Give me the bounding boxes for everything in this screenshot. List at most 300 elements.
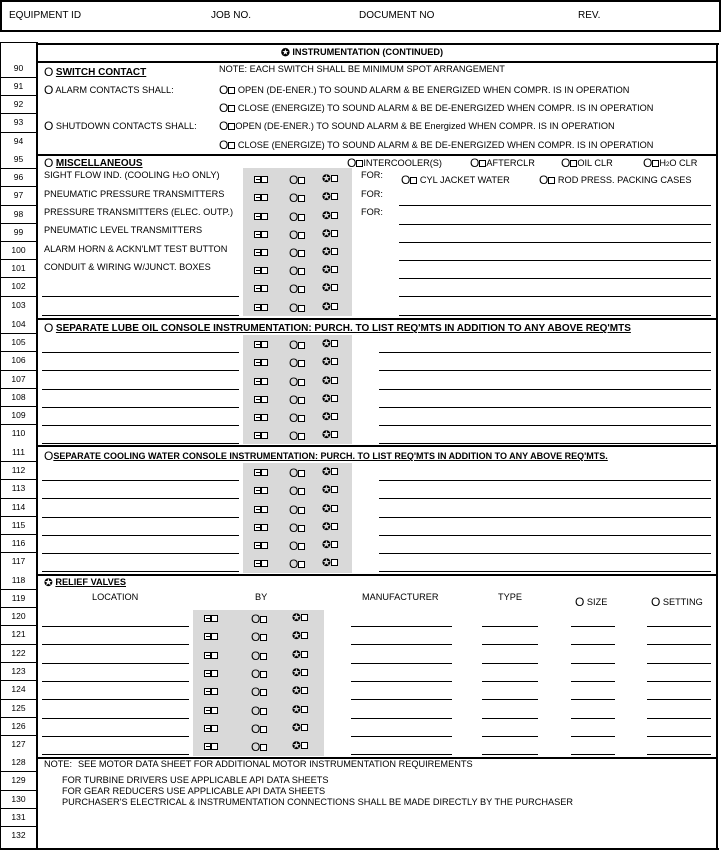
checkbox-icon [331,523,338,530]
radio-checkbox-pair[interactable] [289,540,305,552]
checkbox-pair[interactable] [204,724,218,733]
cooling-detail-line[interactable] [379,480,711,481]
line-number: 131 [11,812,26,822]
checkbox-pair[interactable] [204,742,218,751]
radio-icon: O [251,704,261,718]
checkbox-pair[interactable] [254,284,268,293]
switch-contact-title: O SWITCH CONTACT [44,65,147,79]
star-checkbox-pair[interactable] [322,229,338,240]
line-number-rule [0,644,36,645]
frame-top [36,43,719,45]
checkbox-icon [298,379,305,386]
radio-checkbox-pair[interactable] [251,631,267,643]
radio-icon: O [470,156,480,170]
checkbox-icon [204,670,211,677]
relief-size-line[interactable] [571,644,615,645]
relief-manufacturer-line[interactable] [351,718,452,719]
radio-checkbox-pair[interactable] [251,613,267,625]
line-number: 93 [13,117,24,127]
divider-misc [36,154,717,156]
star-checkbox-pair[interactable] [322,522,338,533]
star-checkbox-pair[interactable] [322,192,338,203]
checkbox-pair[interactable] [254,486,268,495]
lube-item-line[interactable] [42,407,239,408]
checkbox-pair[interactable] [254,248,268,257]
star-checkbox-pair[interactable] [292,613,308,624]
relief-type-line[interactable] [482,681,538,682]
cooling-item-line[interactable] [42,517,239,518]
checkbox-pair[interactable] [254,175,268,184]
radio-checkbox-pair[interactable] [251,723,267,735]
star-checkbox-pair[interactable] [322,357,338,368]
lube-detail-line[interactable] [379,370,711,371]
radio-checkbox-pair[interactable] [289,302,305,314]
relief-setting-line[interactable] [647,699,711,700]
star-icon: ✪ [292,649,301,661]
relief-title: ✪ RELIEF VALVES [44,577,126,589]
cooling-detail-line[interactable] [379,535,711,536]
checkbox-icon [298,543,305,550]
relief-type-line[interactable] [482,626,538,627]
checkbox-icon [331,175,338,182]
radio-checkbox-pair[interactable] [289,558,305,570]
line-number: 92 [13,99,24,109]
radio-icon[interactable]: O [44,83,54,97]
star-icon: ✪ [322,191,331,203]
misc-for-line[interactable] [399,260,711,261]
misc-title: O MISCELLANEOUS [44,156,143,170]
checkbox-icon [254,524,261,531]
relief-type-line[interactable] [482,736,538,737]
checkbox-icon [298,232,305,239]
radio-icon[interactable]: O [651,595,661,609]
alarm-option-open[interactable]: O OPEN (DE-ENER.) TO SOUND ALARM & BE ENERGIZED WHEN COMPR. IS IN OPERATION [219,83,630,97]
h2o-clr-option[interactable]: O H2O CLR [643,156,698,170]
star-checkbox-pair[interactable] [322,247,338,258]
radio-checkbox-pair[interactable] [289,522,305,534]
star-checkbox-pair[interactable] [322,394,338,405]
checkbox-icon [211,633,218,640]
checkbox-icon [204,615,211,622]
lube-detail-line[interactable] [379,425,711,426]
shutdown-contacts-label: O SHUTDOWN CONTACTS SHALL: [44,119,197,133]
relief-setting-line[interactable] [647,718,711,719]
cooling-item-line[interactable] [42,553,239,554]
line-number-rule [0,771,36,772]
checkbox-pair[interactable] [204,614,218,623]
rod-press-option[interactable]: O ROD PRESS. PACKING CASES [539,173,692,187]
radio-checkbox-pair[interactable] [289,192,305,204]
relief-size-line[interactable] [571,754,615,755]
checkbox-icon [331,266,338,273]
radio-icon[interactable]: O [44,321,54,335]
star-icon: ✪ [292,630,301,642]
checkbox-pair[interactable] [254,505,268,514]
radio-checkbox-pair[interactable] [289,357,305,369]
checkbox-pair[interactable] [254,266,268,275]
radio-icon[interactable]: O [44,65,54,79]
star-icon: ✪ [292,667,301,679]
misc-for-line[interactable] [399,296,711,297]
line-number-rule [0,534,36,535]
radio-checkbox-pair[interactable] [289,376,305,388]
relief-type-line[interactable] [482,754,538,755]
alarm-contacts-label: O ALARM CONTACTS SHALL: [44,83,174,97]
checkbox-icon [548,177,555,184]
checkbox-icon [298,415,305,422]
checkbox-pair[interactable] [254,541,268,550]
star-icon: ✪ [281,47,290,59]
star-checkbox-pair[interactable] [322,430,338,441]
cooling-item-line[interactable] [42,571,239,572]
radio-checkbox-pair[interactable] [289,430,305,442]
checkbox-icon [261,506,268,513]
star-checkbox-pair[interactable] [322,485,338,496]
relief-location-line[interactable] [42,644,189,645]
checkbox-pair[interactable] [254,212,268,221]
relief-location-line[interactable] [42,681,189,682]
cyl-jacket-option[interactable]: O CYL JACKET WATER [401,173,510,187]
checkbox-icon [204,725,211,732]
star-checkbox-pair[interactable] [292,650,308,661]
star-icon: ✪ [322,282,331,294]
lube-item-line[interactable] [42,352,239,353]
checkbox-pair[interactable] [204,706,218,715]
relief-setting-line[interactable] [647,626,711,627]
checkbox-pair[interactable] [254,395,268,404]
alarm-option-close[interactable]: O CLOSE (ENERGIZE) TO SOUND ALARM & BE DE-ENERGIZED WHEN COMPR. IS IN OPERATION [219,101,654,115]
relief-type-line[interactable] [482,644,538,645]
line-number-rule [0,113,36,114]
star-icon: ✪ [322,210,331,222]
intercooler-option[interactable]: O INTERCOOLER(S) [347,156,442,170]
star-checkbox-pair[interactable] [322,412,338,423]
star-icon: ✪ [322,557,331,569]
radio-checkbox-pair[interactable] [251,686,267,698]
star-icon: ✪ [322,338,331,350]
checkbox-pair[interactable] [254,559,268,568]
radio-checkbox-pair[interactable] [251,705,267,717]
checkbox-pair[interactable] [254,358,268,367]
checkbox-icon [298,342,305,349]
star-icon: ✪ [322,539,331,551]
checkbox-icon [331,505,338,512]
radio-checkbox-pair[interactable] [289,339,305,351]
radio-icon: O [289,264,299,278]
relief-by-header: BY [255,592,268,602]
checkbox-pair[interactable] [254,431,268,440]
checkbox-icon [298,250,305,257]
radio-checkbox-pair[interactable] [289,504,305,516]
checkbox-icon [254,267,261,274]
checkbox-icon [260,744,267,751]
lube-item-line[interactable] [42,443,239,444]
radio-checkbox-pair[interactable] [251,668,267,680]
cooling-detail-line[interactable] [379,517,711,518]
radio-icon: O [219,101,229,115]
line-number: 114 [11,502,26,512]
star-checkbox-pair[interactable] [322,302,338,313]
checkbox-pair[interactable] [254,413,268,422]
star-checkbox-pair[interactable] [322,467,338,478]
checkbox-pair[interactable] [204,632,218,641]
checkbox-icon [261,378,268,385]
lube-detail-line[interactable] [379,352,711,353]
line-number: 106 [11,355,26,365]
lube-item-line[interactable] [42,425,239,426]
checkbox-pair[interactable] [254,377,268,386]
star-icon: ✪ [322,466,331,478]
star-checkbox-pair[interactable] [322,174,338,185]
divider-lube [36,318,717,320]
radio-checkbox-pair[interactable] [289,229,305,241]
cooling-item-line[interactable] [42,535,239,536]
star-checkbox-pair[interactable] [322,265,338,276]
radio-checkbox-pair[interactable] [289,394,305,406]
relief-size-line[interactable] [571,718,615,719]
relief-size-line[interactable] [571,699,615,700]
star-checkbox-pair[interactable] [322,504,338,515]
checkbox-icon [261,267,268,274]
line-number-rule [0,186,36,187]
line-number: 111 [12,447,25,457]
radio-icon: O [289,191,299,205]
relief-location-line[interactable] [42,736,189,737]
note-1: SEE MOTOR DATA SHEET FOR ADDITIONAL MOTOR INSTRUMENTATION REQUIREMENTS [78,759,473,769]
checkbox-icon [298,177,305,184]
line-number-rule [0,406,36,407]
radio-checkbox-pair[interactable] [251,650,267,662]
misc-for-line[interactable] [399,242,711,243]
checkbox-icon [331,413,338,420]
checkbox-icon [254,285,261,292]
relief-manufacturer-line[interactable] [351,699,452,700]
line-number: 113 [11,483,26,493]
radio-icon[interactable]: O [44,119,54,133]
line-number: 119 [11,593,26,603]
relief-size-line[interactable] [571,736,615,737]
title-rule [36,61,717,63]
for-label-1: FOR: [361,170,383,180]
misc-for-line[interactable] [399,315,711,316]
relief-setting-line[interactable] [647,681,711,682]
cooling-title: OSEPARATE COOLING WATER CONSOLE INSTRUMENTATION: PURCH. TO LIST REQ'MTS IN ADDITION TO ANY ABOVE REQ'MTS. [44,449,608,463]
line-number: 129 [11,775,26,785]
line-number-rule [0,680,36,681]
relief-manufacturer-line[interactable] [351,663,452,664]
star-icon: ✪ [322,246,331,258]
radio-icon[interactable]: O [44,449,54,463]
oil-clr-option[interactable]: O OIL CLR [561,156,613,170]
relief-manufacturer-line[interactable] [351,644,452,645]
line-number: 112 [11,465,26,475]
checkbox-icon [301,742,308,749]
checkbox-icon [261,213,268,220]
checkbox-icon [331,559,338,566]
checkbox-icon [260,726,267,733]
relief-manufacturer-line[interactable] [351,736,452,737]
line-number: 132 [11,830,26,840]
checkbox-icon [331,358,338,365]
radio-checkbox-pair[interactable] [289,265,305,277]
radio-checkbox-pair[interactable] [289,485,305,497]
checkbox-icon [331,248,338,255]
star-checkbox-pair[interactable] [322,211,338,222]
line-number-rule [0,259,36,260]
lube-detail-line[interactable] [379,407,711,408]
checkbox-icon [298,507,305,514]
misc-for-line[interactable] [399,278,711,279]
star-icon: ✪ [292,704,301,716]
misc-for-line[interactable] [399,224,711,225]
relief-size-line[interactable] [571,681,615,682]
misc-blank-line[interactable] [42,296,239,297]
line-number: 103 [11,300,26,310]
radio-checkbox-pair[interactable] [289,247,305,259]
checkbox-icon [254,542,261,549]
lube-detail-line[interactable] [379,389,711,390]
radio-checkbox-pair[interactable] [251,741,267,753]
checkbox-pair[interactable] [254,193,268,202]
star-checkbox-pair[interactable] [292,723,308,734]
radio-icon[interactable]: O [575,595,585,609]
checkbox-icon [331,230,338,237]
checkbox-pair[interactable] [204,687,218,696]
cooling-detail-line[interactable] [379,553,711,554]
star-checkbox-pair[interactable] [292,631,308,642]
relief-location-line[interactable] [42,699,189,700]
for-label-3: FOR: [361,207,383,217]
checkbox-icon [254,414,261,421]
relief-type-line[interactable] [482,718,538,719]
relief-location-line[interactable] [42,754,189,755]
checkbox-icon [204,743,211,750]
line-number: 98 [13,209,24,219]
lube-item-line[interactable] [42,370,239,371]
star-checkbox-pair[interactable] [322,558,338,569]
line-number: 99 [13,227,24,237]
radio-icon: O [539,173,549,187]
checkbox-icon [301,651,308,658]
line-number: 107 [11,374,26,384]
line-number: 90 [13,63,24,73]
line-number: 104 [11,319,26,329]
radio-checkbox-pair[interactable] [289,412,305,424]
radio-icon: O [289,503,299,517]
checkbox-icon [298,268,305,275]
checkbox-icon [261,560,268,567]
checkbox-icon [298,488,305,495]
line-number: 123 [11,666,26,676]
checkbox-pair[interactable] [254,523,268,532]
checkbox-icon [331,395,338,402]
shutdown-option-close[interactable]: O CLOSE (ENERGIZE) TO SOUND ALARM & BE DE-ENERGIZED WHEN COMPR. IS IN OPERATION [219,138,654,152]
checkbox-icon [261,359,268,366]
checkbox-icon [301,614,308,621]
star-checkbox-pair[interactable] [322,283,338,294]
star-checkbox-pair[interactable] [292,686,308,697]
star-icon: ✪ [322,228,331,240]
checkbox-pair[interactable] [204,651,218,660]
radio-icon: O [251,612,261,626]
lube-detail-line[interactable] [379,443,711,444]
shutdown-option-open[interactable]: O OPEN (DE-ENER.) TO SOUND ALARM & BE Energized WHEN COMPR. IS IN OPERATION [219,119,615,133]
cooling-detail-line[interactable] [379,498,711,499]
relief-location-line[interactable] [42,718,189,719]
checkbox-pair[interactable] [204,669,218,678]
relief-manufacturer-line[interactable] [351,626,452,627]
radio-icon: O [219,119,229,133]
line-number-rule [0,77,36,78]
line-number: 110 [11,428,26,438]
relief-manufacturer-line[interactable] [351,754,452,755]
checkbox-icon [331,486,338,493]
checkbox-icon [254,341,261,348]
cooling-item-line[interactable] [42,498,239,499]
relief-size-line[interactable] [571,663,615,664]
afterclr-option[interactable]: O AFTERCLR [470,156,535,170]
note-4: PURCHASER'S ELECTRICAL & INSTRUMENTATION CONNECTIONS SHALL BE MADE DIRECTLY BY THE PURCHASER [62,797,574,807]
checkbox-icon [261,231,268,238]
radio-icon: O [251,685,261,699]
checkbox-icon [228,105,235,112]
checkbox-icon [261,341,268,348]
misc-blank-line[interactable] [42,315,239,316]
relief-type-line[interactable] [482,663,538,664]
relief-setting-line[interactable] [647,754,711,755]
cooling-detail-line[interactable] [379,571,711,572]
checkbox-icon [298,470,305,477]
job-no-label: JOB NO. [211,10,252,21]
relief-type-line[interactable] [482,699,538,700]
divider-relief [36,574,717,576]
checkbox-icon [211,688,218,695]
relief-setting-line[interactable] [647,644,711,645]
star-icon: ✪ [292,612,301,624]
relief-setting-line[interactable] [647,736,711,737]
relief-location-line[interactable] [42,626,189,627]
star-checkbox-pair[interactable] [322,376,338,387]
checkbox-pair[interactable] [254,340,268,349]
relief-setting-line[interactable] [647,663,711,664]
line-number: 130 [11,794,26,804]
star-checkbox-pair[interactable] [322,540,338,551]
cooling-item-line[interactable] [42,480,239,481]
relief-location-line[interactable] [42,663,189,664]
radio-icon[interactable]: O [44,156,54,170]
radio-icon: O [251,740,261,754]
radio-checkbox-pair[interactable] [289,211,305,223]
star-checkbox-pair[interactable] [322,339,338,350]
checkbox-icon [260,689,267,696]
radio-checkbox-pair[interactable] [289,283,305,295]
misc-for-line[interactable] [399,205,711,206]
checkbox-pair[interactable] [254,303,268,312]
star-checkbox-pair[interactable] [292,741,308,752]
radio-checkbox-pair[interactable] [289,174,305,186]
checkbox-pair[interactable] [254,230,268,239]
star-checkbox-pair[interactable] [292,668,308,679]
relief-size-line[interactable] [571,626,615,627]
line-number: 118 [11,575,26,585]
radio-checkbox-pair[interactable] [289,467,305,479]
star-checkbox-pair[interactable] [292,705,308,716]
relief-manufacturer-line[interactable] [351,681,452,682]
line-number-rule [0,205,36,206]
checkbox-pair[interactable] [254,468,268,477]
lube-item-line[interactable] [42,389,239,390]
checkbox-icon [331,377,338,384]
